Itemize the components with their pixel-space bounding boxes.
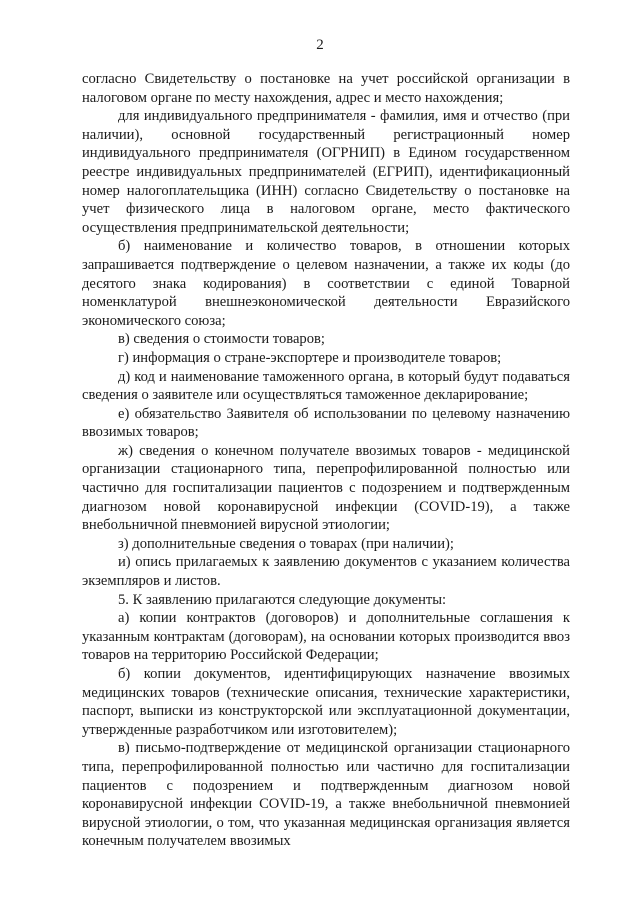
paragraph-item-g: г) информация о стране-экспортере и производителе товаров; bbox=[118, 349, 502, 366]
paragraph-item-e: е) обязательство Заявителя об использовании по целевому назначению ввозимых товаров; bbox=[82, 405, 570, 441]
paragraph-doc-a: а) копии контрактов (договоров) и дополнительные соглашения к указанным контрактам (договорам), на основании которых производится ввоз товаров на территорию Российской Федерации; bbox=[82, 610, 570, 664]
paragraph-doc-v: в) письмо-подтверждение от медицинской организации стационарного типа, перепрофилированной полностью или частично для госпитализации пациентов с подозрением и подтвержденным диагнозом новой коронавирусной инфекции COVID-19, а также внебольничной пневмонией вирусной этиологии, о том, что указанная медицинская организация является конечным получателем ввозимых bbox=[82, 740, 570, 850]
paragraph-item-z: з) дополнительные сведения о товарах (при наличии); bbox=[118, 535, 454, 552]
paragraph-item-i: и) опись прилагаемых к заявлению документов с указанием количества экземпляров и листов. bbox=[82, 554, 570, 590]
page-number: 2 bbox=[316, 37, 324, 53]
paragraph-doc-b: б) копии документов, идентифицирующих назначение ввозимых медицинских товаров (технические описания, технические характеристики, паспорт, выписки из конструкторской или эксплуатационной документации, утвержденные разработчиком или изготовителем); bbox=[82, 666, 570, 738]
paragraph-section-5-heading: 5. К заявлению прилагаются следующие документы: bbox=[118, 591, 447, 608]
paragraph-item-v: в) сведения о стоимости товаров; bbox=[118, 331, 325, 348]
document-body bbox=[82, 70, 570, 851]
paragraph-org-details-continuation: согласно Свидетельству о постановке на учет российской организации в налоговом органе по месту нахождения, адрес и место нахождения; bbox=[82, 71, 570, 106]
paragraph-item-zh: ж) сведения о конечном получателе ввозимых товаров - медицинской организации стационарного типа, перепрофилированной полностью или частично для госпитализации пациентов с подозрением и подтвержденным диагнозом новой коронавирусной инфекции (COVID-19), а также внебольничной пневмонией вирусной этиологии; bbox=[82, 442, 570, 534]
paragraph-item-b: б) наименование и количество товаров, в отношении которых запрашивается подтверждение о целевом назначении, а также их коды (до десятого знака кодирования) в соответствии с единой Товарной номенклатурой внешнеэкономической деятельности Евразийского экономического союза; bbox=[82, 238, 570, 329]
paragraph-individual-entrepreneur: для индивидуального предпринимателя - фамилия, имя и отчество (при наличии), основной государственный регистрационный номер индивидуального предпринимателя (ОГРНИП) в Едином государственном реестре индивидуальных предпринимателей (ЕГРИП), идентификационный номер налогоплательщика (ИНН) согласно Свидетельству о постановке на учет физического лица в налоговом органе, место фактического осуществления предпринимательской деятельности; bbox=[82, 108, 570, 236]
paragraph-item-d: д) код и наименование таможенного органа, в который будут подаваться сведения о заявителе или осуществляться таможенное декларирование; bbox=[82, 368, 570, 404]
